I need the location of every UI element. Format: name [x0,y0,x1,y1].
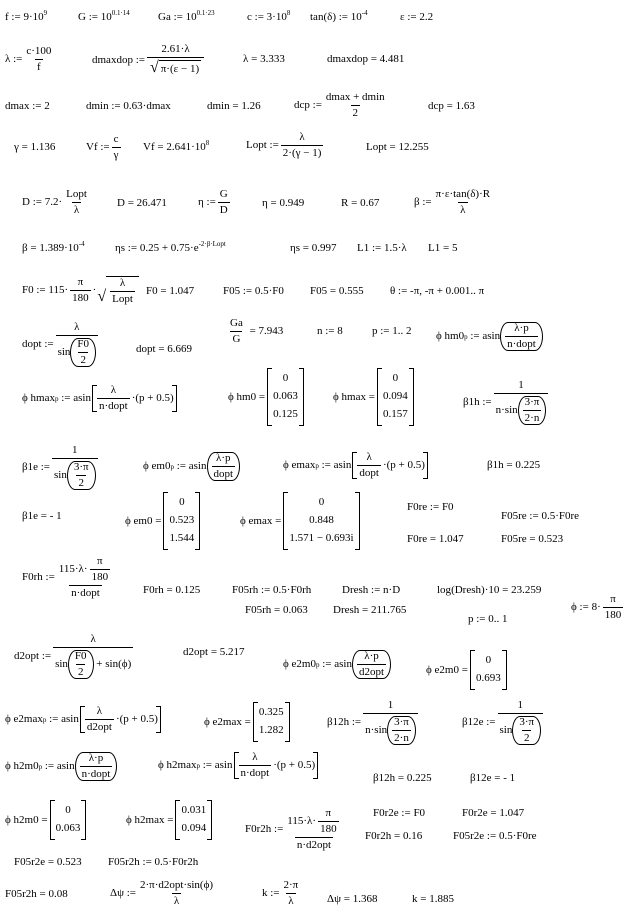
res-gamma: γ = 1.136 [14,141,56,153]
res-b12e: β12e = - 1 [470,772,516,784]
res-F05rh: F05rh = 0.063 [245,604,308,616]
def-F0r2h: F0r2h := 115·λ· $\frac{\pi}{180}$ n·d2opt [245,807,337,851]
res-F0r2h: F0r2h = 0.16 [365,830,423,842]
def-n: n := 8 [317,325,343,337]
def-phi-h2m0: ϕ h2m0 p := asin λ·p n·dopt [5,752,117,781]
res-phi-em0: ϕ em0 = 0 0.523 1.544 [125,492,202,550]
def-F05r2e: F05r2e := 0.5·F0re [453,830,537,842]
def-dmin: dmin := 0.63·dmax [86,100,171,112]
res-dpsi: Δψ = 1.368 [327,893,378,905]
def-Vf: Vf := $\frac{c}{\gamma}$ [86,133,119,161]
def-eps: ε := 2.2 [400,11,434,23]
def-b12h: β12h := 1 n·sin 3·π 2·n [327,700,420,745]
res-eta: η = 0.949 [262,197,305,209]
def-Lopt: Lopt := $\frac{\lambda}{2\cdot(\gamma - 1)}$ [246,131,322,159]
res-R: R = 0.67 [341,197,380,209]
def-phi-h2max: ϕ h2max p := asin λ n·dopt ·(p + 0.5) [158,752,319,779]
def-F0rh: F0rh := 115·λ· $\frac{\pi}{180}$ n·dopt [22,555,109,599]
def-F05: F05 := 0.5·F0 [223,285,284,297]
def-dmax: dmax := 2 [5,100,50,112]
def-beta: β := $\frac{\pi\cdot\varepsilon\cdot\tan(\delta)\cdot R}{\lambda}$ [414,188,491,216]
def-f: f := $9\cdot 10^9$ [5,9,48,23]
def-F0re: F0re := F0 [407,501,454,513]
res-b1h: β1h = 0.225 [487,459,541,471]
res-dopt: dopt = 6.669 [136,343,193,355]
res-L1: L1 = 5 [428,242,458,254]
res-phi-hm0: ϕ hm0 = 0 0.063 0.125 [228,368,306,426]
def-b1h: β1h := 1 n·sin 3·π 2·n [463,380,550,425]
def-d2opt: d2opt := λ sin F0 2 + sin(ϕ) [14,633,132,678]
def-G: G := $10^{0.1\cdot 14}$ [78,9,130,23]
res-lambda: λ = 3.333 [243,53,285,65]
res-F0: F0 = 1.047 [146,285,195,297]
res-logDresh: log(Dresh)·10 = 23.259 [437,584,542,596]
def-etas: ηs := $0.25 + 0.75\cdot e^{-2\cdot\beta\cdot Lopt}$ [115,240,226,254]
res-phi-h2max: ϕ h2max = 0.031 0.094 [126,800,214,840]
res-phi-emax: ϕ emax = 0 0.848 1.571 − 0.693i [240,492,362,550]
res-dmaxdop: dmaxdop = 4.481 [327,53,405,65]
def-phi-em0: ϕ em0 p := asin λ·p dopt [143,452,240,481]
def-phi-hmax: ϕ hmax p := asin λ n·dopt ·(p + 0.5) [22,385,178,412]
res-F0re: F0re = 1.047 [407,533,464,545]
def-dmaxdop: dmaxdop := 2.61·λ √ π·(ε − 1) [92,44,206,76]
res-b12h: β12h = 0.225 [373,772,432,784]
def-Dresh: Dresh := n·D [342,584,401,596]
def-phi-emax: ϕ emax p := asin λ dopt ·(p + 0.5) [283,452,429,479]
def-lambda: λ := $\frac{c\cdot 100}{f}$ [5,45,52,73]
res-etas: ηs = 0.997 [290,242,337,254]
res-Vf: $Vf = 2.641\cdot 10^8$ [143,139,210,153]
def-k: k := $\frac{2\cdot\pi}{\lambda}$ [262,879,299,907]
res-F05: F05 = 0.555 [310,285,364,297]
res-phi-e2max: ϕ e2max = 0.325 1.282 [204,702,292,742]
res-Lopt: Lopt = 12.255 [366,141,429,153]
def-D: D := 7.2 · Lopt λ [22,188,87,216]
def-F05r2h: F05r2h := 0.5·F0r2h [108,856,199,868]
def-dcp: dcp := dmax + dmin 2 [294,91,385,119]
def-tan: tan(δ) := $10^{-4}$ [310,9,368,23]
def-phi: ϕ := 8· π 180 [571,593,622,621]
res-dcp: dcp = 1.63 [428,100,475,112]
res-F05r2h: F05r2h = 0.08 [5,888,68,900]
res-d2opt: d2opt = 5.217 [183,646,245,658]
def-F05re: F05re := 0.5·F0re [501,510,580,522]
def-b12e: β12e := 1 sin 3·π 2 [462,700,545,745]
res-F05r2e: F05r2e = 0.523 [14,856,82,868]
res-F05re: F05re = 0.523 [501,533,564,545]
def-c: c := $3\cdot 10^8$ [247,9,291,23]
def-phi-e2m0: ϕ e2m0 p := asin λ·p d2opt [283,650,391,679]
def-F05rh: F05rh := 0.5·F0rh [232,584,312,596]
def-F0: F0 := 115 · π 180 · √ λ Lopt [22,276,140,305]
def-p2: p := 0.. 1 [468,613,508,625]
def-F0r2e: F0r2e := F0 [373,807,426,819]
res-D: D = 26.471 [117,197,167,209]
res-F0r2e: F0r2e = 1.047 [462,807,525,819]
res-Dresh: Dresh = 211.765 [333,604,407,616]
def-dpsi: Δψ := 2·π·d2opt·sin(ϕ) λ [110,879,214,907]
def-Ga: Ga := $10^{0.1\cdot 23}$ [158,9,215,23]
res-phi-hmax: ϕ hmax = 0 0.094 0.157 [333,368,416,426]
res-phi-e2m0: ϕ e2m0 = 0 0.693 [426,650,509,690]
res-F0rh: F0rh = 0.125 [143,584,201,596]
res-GaG: $\frac{Ga}{G}$ = 7.943 [230,317,284,345]
def-theta: θ := -π, -π + 0.001.. π [390,285,485,297]
res-beta: $\beta = 1.389\cdot 10^{-4}$ [22,240,85,254]
res-phi-h2m0: ϕ h2m0 = 0 0.063 [5,800,88,840]
def-b1e: β1e := 1 sin 3·π 2 [22,445,100,490]
def-phi-hm0: ϕ hm0 p := asin λ·p n·dopt [436,322,543,351]
res-b1e: β1e = - 1 [22,510,62,522]
def-phi-e2max: ϕ e2max p := asin λ d2opt ·(p + 0.5) [5,706,162,733]
res-k: k = 1.885 [412,893,454,905]
res-dmin: dmin = 1.26 [207,100,261,112]
def-dopt: dopt := λ sin F0 2 [22,322,100,367]
def-eta: η := $\frac{G}{D}$ [198,188,228,216]
def-L1: L1 := 1.5·λ [357,242,407,254]
def-p: p := 1.. 2 [372,325,412,337]
